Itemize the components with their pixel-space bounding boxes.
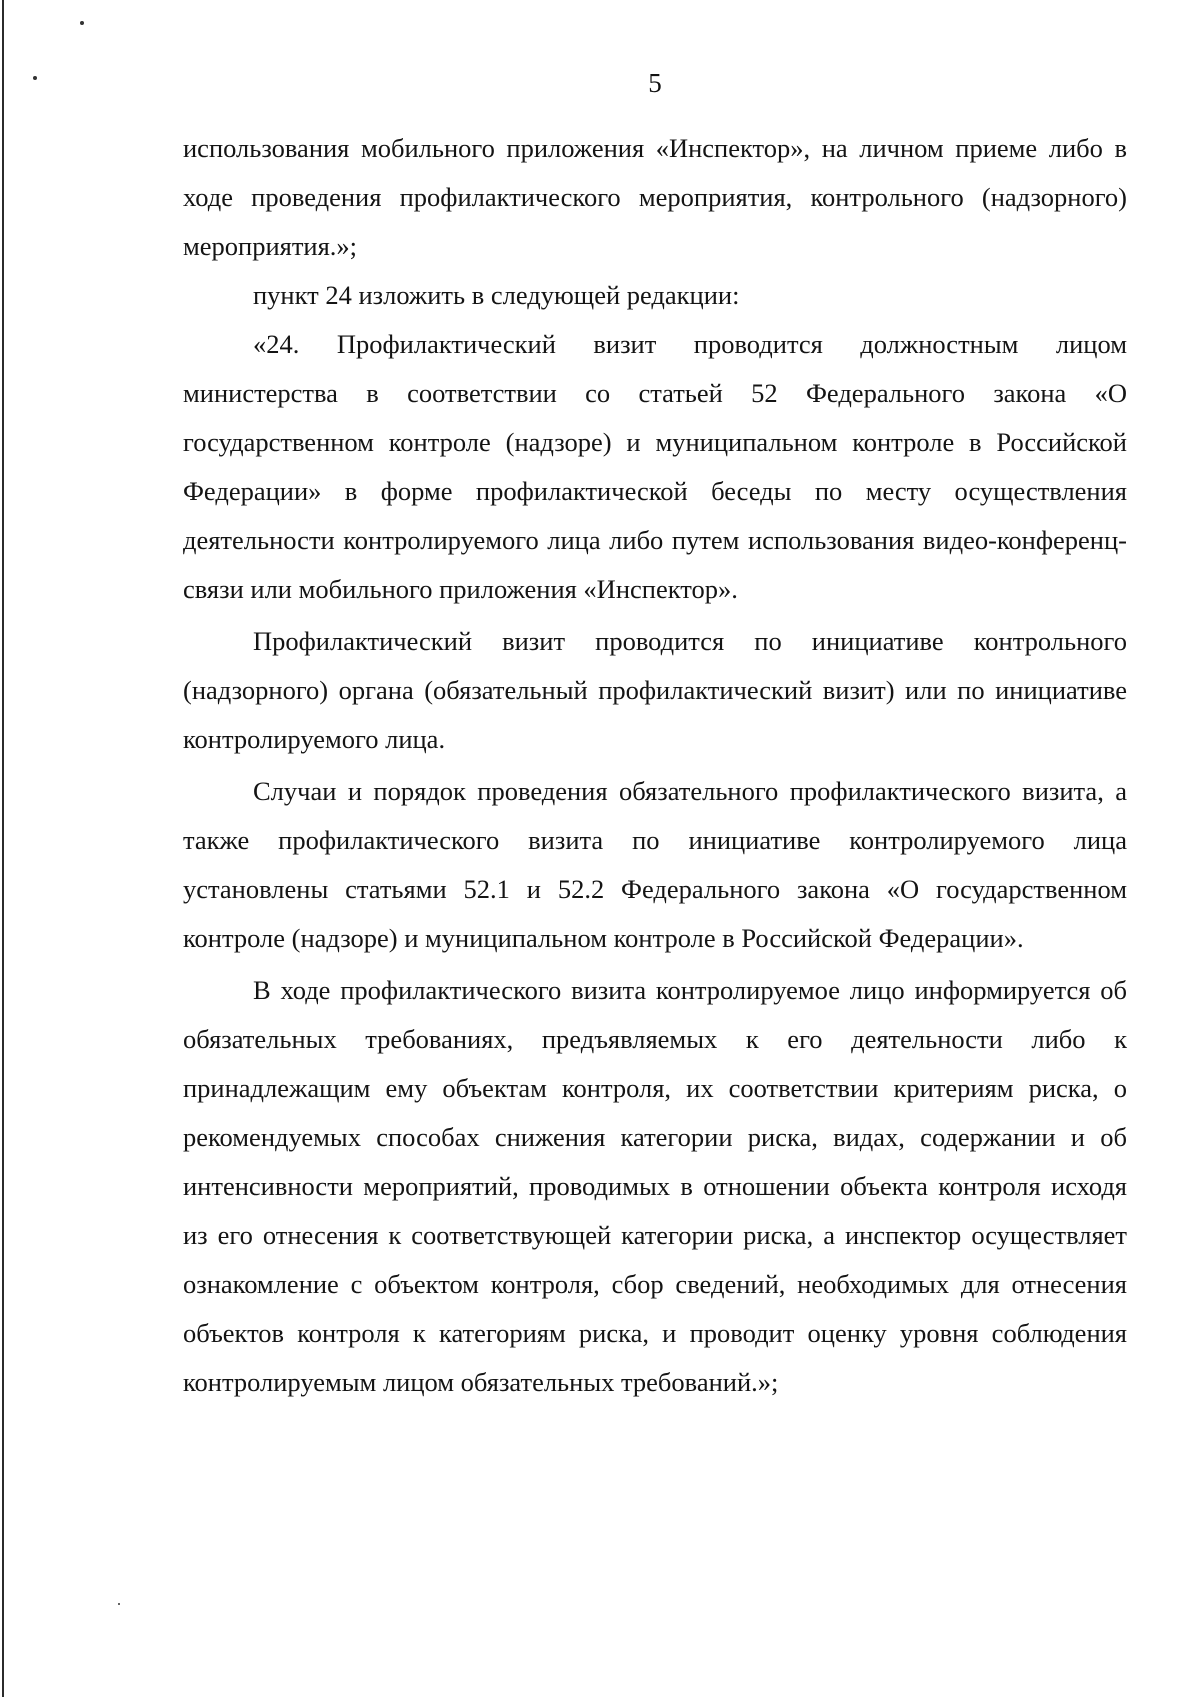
scan-edge-line xyxy=(2,0,4,1697)
paragraph-visit-content: В ходе профилактического визита контролируемое лицо информируется об обязательных требованиях, предъявляемых к его деятельности либо к принадлежащим ему объектам контроля, их соответствии критериям риска, о рекомендуемых способах снижения категории риска, видах, содержании и об интенсивности мероприятий, проводимых в отношении объекта контроля исходя из его отнесения к соответствующей категории риска, а инспектор осуществляет ознакомление с объектом контроля, сбор сведений, необходимых для отнесения объектов контроля к категориям риска, и проводит оценку уровня соблюдения контролируемым лицом обязательных требований.»; xyxy=(183,975,1127,1397)
scan-speck xyxy=(118,1603,120,1605)
scan-speck xyxy=(80,21,84,25)
paragraph-continuation: использования мобильного приложения «Инспектор», на личном приеме либо в ходе проведения профилактического мероприятия, контрольного (надзорного) мероприятия.»; xyxy=(183,133,1127,261)
paragraph-clause-24: «24. Профилактический визит проводится должностным лицом министерства в соответствии со статьей 52 Федерального закона «О государственном контроле (надзоре) и муниципальном контроле в Российской Федерации» в форме профилактической беседы по месту осуществления деятельности контролируемого лица либо путем использования видео-конференц-связи или мобильного приложения «Инспектор». xyxy=(183,329,1127,604)
paragraph-cases-procedure: Случаи и порядок проведения обязательного профилактического визита, а также профилактического визита по инициативе контролируемого лица установлены статьями 52.1 и 52.2 Федерального закона «О государственном контроле (надзоре) и муниципальном контроле в Российской Федерации». xyxy=(183,776,1127,953)
document-body xyxy=(183,124,1127,1407)
paragraph-instruction: пункт 24 изложить в следующей редакции: xyxy=(253,280,740,310)
paragraph-initiative: Профилактический визит проводится по инициативе контрольного (надзорного) органа (обязательный профилактический визит) или по инициативе контролируемого лица. xyxy=(183,626,1127,754)
page-number: 5 xyxy=(648,68,662,98)
